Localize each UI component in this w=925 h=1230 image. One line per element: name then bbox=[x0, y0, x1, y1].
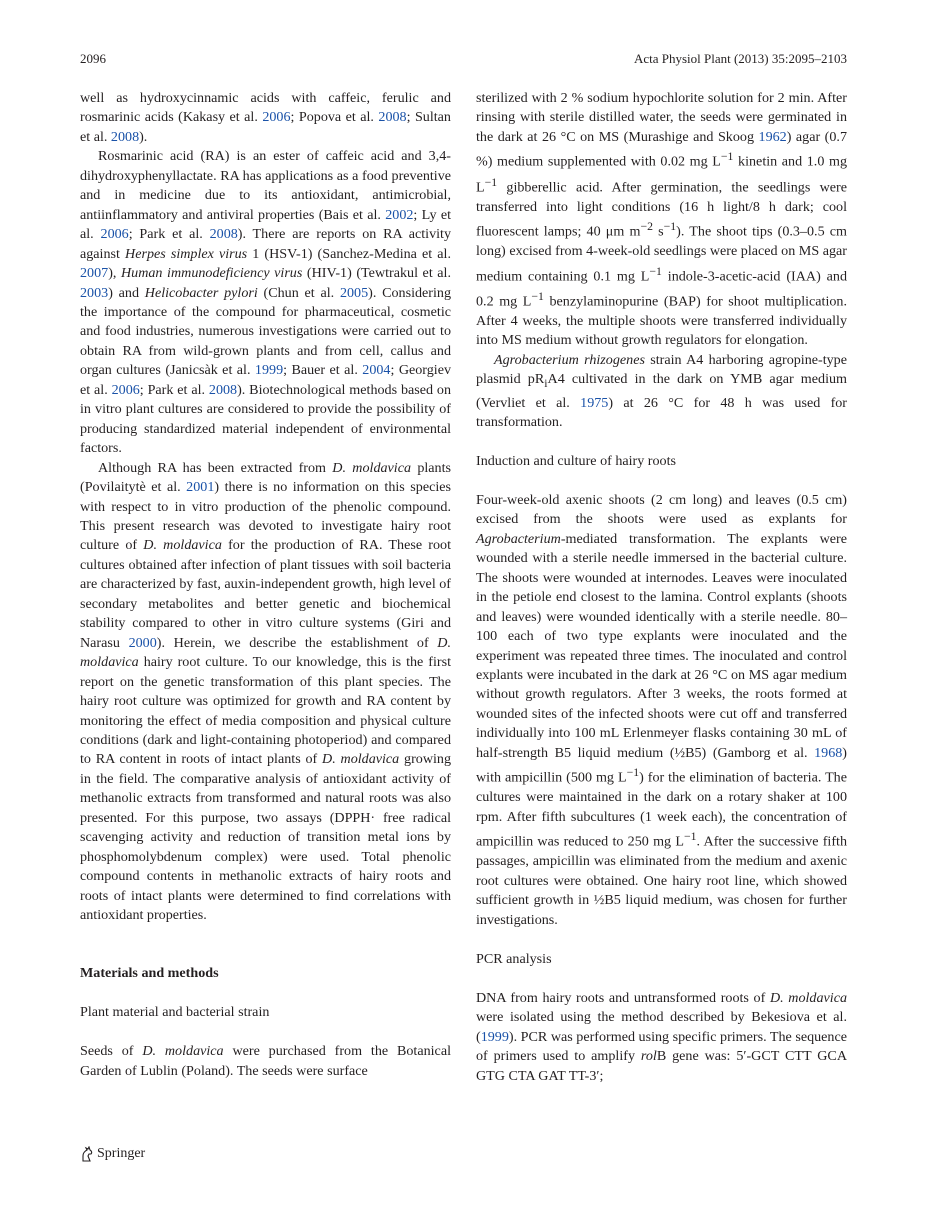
citation-link[interactable]: 2005 bbox=[339, 284, 369, 301]
citation-link[interactable]: 2008 bbox=[208, 381, 238, 398]
citation-link[interactable]: 2002 bbox=[385, 206, 414, 223]
right-paragraph-2: Agrobacterium rhizogenes strain A4 harboring agropine-type plasmid $pR_iA4$ cultivated in the dark on YMB agar medium (Vervliet et al. 1975) at 26 °C for 48 h was used for transformation. bbox=[476, 351, 848, 431]
page-number: 2096 bbox=[80, 51, 106, 66]
section-heading-materials-methods: Materials and methods bbox=[80, 965, 219, 982]
citation-link[interactable]: 1975 bbox=[580, 394, 609, 411]
citation-link[interactable]: 1968 bbox=[814, 744, 843, 761]
subheading-hairy-roots: Induction and culture of hairy roots bbox=[476, 453, 676, 469]
publisher-footer bbox=[80, 1145, 145, 1163]
publisher-name: Springer bbox=[97, 1146, 146, 1161]
right-column bbox=[476, 89, 847, 1086]
citation-link[interactable]: 1962 bbox=[758, 128, 787, 145]
subheading-plant-material: Plant material and bacterial strain bbox=[80, 1004, 270, 1021]
left-column bbox=[80, 89, 451, 1081]
citation-link[interactable]: 2008 bbox=[209, 226, 238, 243]
journal-reference: Acta Physiol Plant (2013) 35:2095–2103 bbox=[633, 51, 847, 66]
citation-link[interactable]: 2001 bbox=[186, 479, 215, 496]
left-paragraph-4: Seeds of D. moldavica were purchased from the Botanical Garden of Lublin (Poland). The seeds were surface bbox=[80, 1043, 451, 1079]
citation-link[interactable]: 2008 bbox=[110, 128, 140, 145]
left-paragraph-1: well as hydroxycinnamic acids with caffeic, ferulic and rosmarinic acids (Kakasy et al. 2006; Popova et al. 2008; Sultan et al. 2008). bbox=[80, 90, 451, 145]
citation-link[interactable]: 1999 bbox=[480, 1028, 509, 1045]
citation-link[interactable]: 2007 bbox=[80, 265, 109, 282]
citation-link[interactable]: 2003 bbox=[80, 284, 109, 301]
citation-link[interactable]: 2006 bbox=[262, 109, 291, 126]
subheading-pcr-analysis: PCR analysis bbox=[476, 950, 552, 967]
citation-link[interactable]: 2000 bbox=[128, 634, 157, 651]
left-paragraph-2: Rosmarinic acid (RA) is an ester of caffeic acid and 3,4-dihydroxyphenyllactate. RA has applications as a food preventive and in medicine due to its antioxidant, antimicrobial, antiinflammatory and antiviral properties (Bais et al. 2002; Ly et al. 2006; Park et al. 2008). There are reports on RA activity against Herpes simplex virus 1 (HSV-1) (Sanchez-Medina et al. 2007), Human immunodeficiency virus (HIV-1) (Tewtrakul et al. 2003) and Helicobacter pylori (Chun et al. 2005). Considering the importance of the compound for pharmaceutical, cosmetic and food industries, numerous investigations were carried out to obtain RA from wild-grown plants and from cell, callus and organ cultures (Janicsàk et al. 1999; Bauer et al. 2004; Georgiev et al. 2006; Park et al. 2008). Biotechnological methods based on in vitro plant cultures are considered to provide the possibility of producing standardized material independent of environmental factors. bbox=[80, 148, 452, 457]
citation-link[interactable]: 2004 bbox=[362, 362, 391, 379]
right-paragraph-4: DNA from hairy roots and untransformed roots of D. moldavica were isolated using the method described by Bekesiova et al. (1999). PCR was performed using specific primers. The sequence of primers used to amplify rolB gene was: 5′-GCT CTT GCA GTG CTA GAT TT-3′; bbox=[476, 989, 847, 1084]
springer-horse-icon bbox=[80, 1146, 94, 1162]
citation-link[interactable]: 2006 bbox=[111, 381, 140, 398]
right-paragraph-3: Four-week-old axenic shoots (2 cm long) and leaves (0.5 cm) excised from the shoots were used as explants for Agrobacterium-mediated transformation. The explants were wounded with a sterile needle immersed in the bacterial culture. The shoots were wounded at internodes. Leaves were inoculated in the petiole end closest to the lamina. Control explants (shoots and leaves) were wounded identically with a sterile needle. 80–100 each of two type explants were inoculated and the experiment was repeated three times. The inoculated and control explants were incubated in the dark at 26 °C on MS agar medium without growth regulators. After 3 weeks, the roots formed at wounded sites of the infected shoots were cut off and transferred individually into 100 mL Erlenmeyer flasks containing 30 mL of half-strength B5 liquid medium (½B5) (Gamborg et al. 1968) with ampicillin (500 mg $L^{-1}$) for the elimination of bacteria. The cultures were maintained in the dark on a rotary shaker at 100 rpm. After fifth subcultures (1 week each), the concentration of ampicillin was reduced to 250 mg $L^{-1}$. After the successive fifth passages, ampicillin was eliminated from the medium and axenic root cultures were obtained. One hairy root line, which showed sufficient growth in ½B5 liquid medium, was chosen for further investigations. bbox=[476, 491, 848, 928]
right-paragraph-1: sterilized with 2 % sodium hypochlorite solution for 2 min. After rinsing with sterile distilled water, the seeds were germinated in the dark at 26 °C on MS (Murashige and Skoog 1962) agar (0.7 %) medium supplemented with 0.02 mg $L^{-1}$ kinetin and 1.0 mg $L^{-1}$ gibberellic acid. After germination, the seedlings were transferred into light conditions (16 h light/8 h dark; cool fluorescent lamps; 40 μm $m^{-2}$ $s^{-1}$). The shoot tips (0.3–0.5 cm long) excised from 4-week-old seedlings were placed on MS agar medium containing 0.1 mg $L^{-1}$ indole-3-acetic-acid (IAA) and 0.2 mg $L^{-1}$ benzylaminopurine (BAP) for shoot multiplication. After 4 weeks, the multiple shoots were transferred individually into MS medium without growth regulators for elongation. bbox=[476, 90, 848, 349]
citation-link[interactable]: 2006 bbox=[100, 226, 129, 243]
left-paragraph-3: Although RA has been extracted from D. moldavica plants (Povilaitytè et al. 2001) there is no information on this species with respect to in vitro production of the phenolic compound. This present research was devoted to investigate hairy root culture of D. moldavica for the production of RA. These root cultures obtained after infection of plant tissues with soil bacteria are characterized by fast, auxin-independent growth, high level of secondary metabolites and better genetic and biochemical stability compared to other in vitro culture systems (Giri and Narasu 2000). Herein, we describe the establishment of D. moldavica hairy root culture. To our knowledge, this is the first report on the genetic transformation of this plant species. The hairy root culture was optimized for growth and RA content by monitoring the effect of media composition and physical culture conditions (dark and light-containing photoperiod) and compared to RA content in roots of intact plants of D. moldavica growing in the field. The comparative analysis of antioxidant activity of methanolic extracts from transformed and natural roots was also presented. For this purpose, two assays (DPPH· free radical scavenging activity and reduction of transition metal ions by phosphomolybdenum complex) were used. Total phenolic compound contents in methanolic extracts of hairy roots and roots of intact plants were determined to find correlations with antioxidant properties. bbox=[80, 459, 452, 924]
citation-link[interactable]: 1999 bbox=[254, 362, 284, 379]
citation-link[interactable]: 2008 bbox=[378, 109, 407, 126]
